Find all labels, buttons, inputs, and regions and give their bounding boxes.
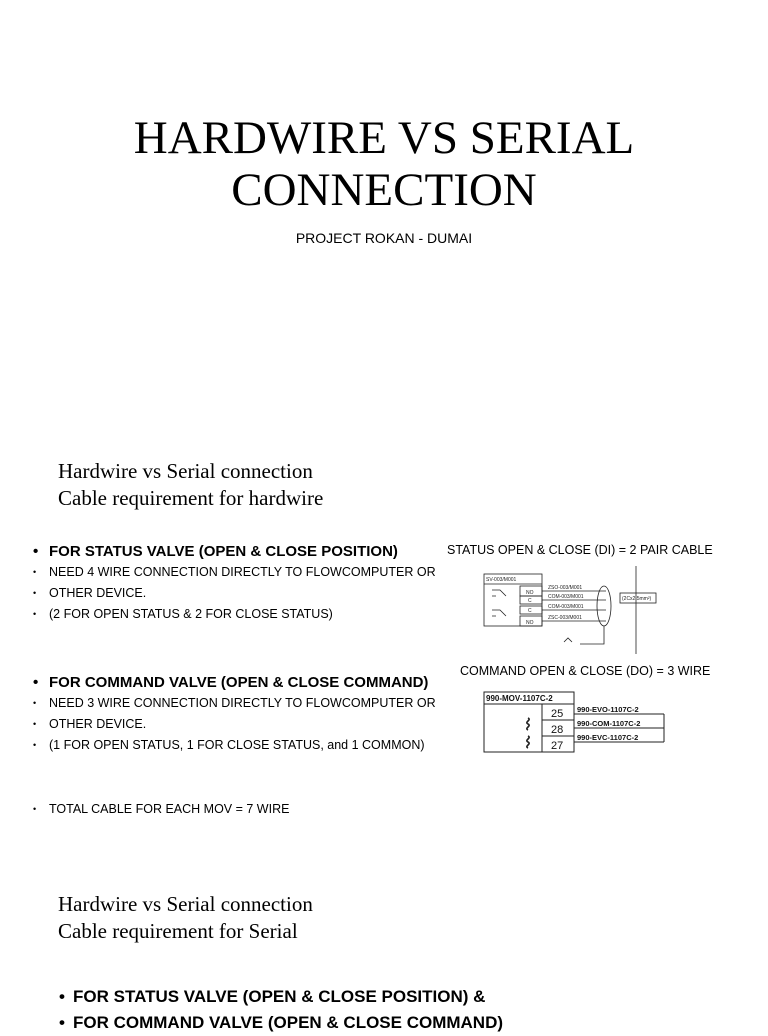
total-note-row [49, 802, 289, 816]
status-contact-label: C [528, 608, 532, 614]
status-wire-tag: ZSO-003/M001 [548, 585, 583, 591]
command-wiring-diagram [482, 690, 668, 756]
slide3-bullets [73, 984, 503, 1036]
slide3-heading [58, 891, 313, 945]
serial-item: • FOR STATUS VALVE (OPEN & CLOSE POSITION) & [73, 984, 503, 1010]
status-wiring-diagram [480, 562, 660, 658]
command-item: • OTHER DEVICE. [49, 714, 436, 735]
status-heading: • FOR STATUS VALVE (OPEN & CLOSE POSITION) [49, 543, 436, 560]
status-item: • OTHER DEVICE. [49, 583, 436, 604]
subtitle: PROJECT ROKAN - DUMAI [295, 230, 473, 246]
command-heading: • FOR COMMAND VALVE (OPEN & CLOSE COMMAND) [49, 674, 436, 691]
command-device-tag: 990-MOV-1107C-2 [486, 694, 553, 703]
status-item: • NEED 4 WIRE CONNECTION DIRECTLY TO FLOWCOMPUTER OR [49, 562, 436, 583]
title-line-2: CONNECTION [231, 164, 537, 216]
command-wire-tag: 990-COM-1107C-2 [577, 719, 641, 728]
status-wire-tag: COM-003/M001 [548, 604, 584, 610]
slide2-heading-line-2: Cable requirement for hardwire [58, 486, 324, 510]
status-diagram-caption: STATUS OPEN & CLOSE (DI) = 2 PAIR CABLE [447, 543, 713, 557]
status-cable-tag: (2Cx2.5mm²) [622, 596, 652, 602]
main-title [0, 112, 768, 216]
command-wire-tag: 990-EVC-1107C-2 [577, 733, 639, 742]
command-item: • (1 FOR OPEN STATUS, 1 FOR CLOSE STATUS, and 1 COMMON) [49, 735, 436, 756]
command-terminal-number: 28 [551, 724, 564, 736]
status-wire-tag: COM-003/M001 [548, 594, 584, 600]
command-section [49, 674, 436, 756]
command-terminal-number: 25 [551, 708, 564, 720]
slide2-heading-line-1: Hardwire vs Serial connection [58, 459, 313, 483]
status-wire-tag: ZSC-003/M001 [548, 615, 582, 621]
command-wire-tag: 990-EVO-1107C-2 [577, 705, 639, 714]
status-contact-label: C [528, 598, 532, 604]
slide3-heading-line-1: Hardwire vs Serial connection [58, 892, 313, 916]
title-line-1: HARDWIRE VS SERIAL [133, 112, 635, 164]
total-note: • TOTAL CABLE FOR EACH MOV = 7 WIRE [49, 802, 289, 816]
status-section [49, 543, 436, 625]
serial-item: • FOR COMMAND VALVE (OPEN & CLOSE COMMAND) [73, 1010, 503, 1036]
command-item: • NEED 3 WIRE CONNECTION DIRECTLY TO FLOWCOMPUTER OR [49, 693, 436, 714]
slide3-heading-line-2: Cable requirement for Serial [58, 919, 298, 943]
command-terminal-number: 27 [551, 740, 564, 752]
status-device-tag: SV-003/M001 [486, 577, 517, 583]
status-contact-label: NO [526, 590, 534, 596]
command-diagram-caption: COMMAND OPEN & CLOSE (DO) = 3 WIRE [460, 664, 711, 678]
status-contact-label: NO [526, 620, 534, 626]
slide2-heading [58, 458, 323, 512]
status-item: • (2 FOR OPEN STATUS & 2 FOR CLOSE STATUS) [49, 604, 436, 625]
